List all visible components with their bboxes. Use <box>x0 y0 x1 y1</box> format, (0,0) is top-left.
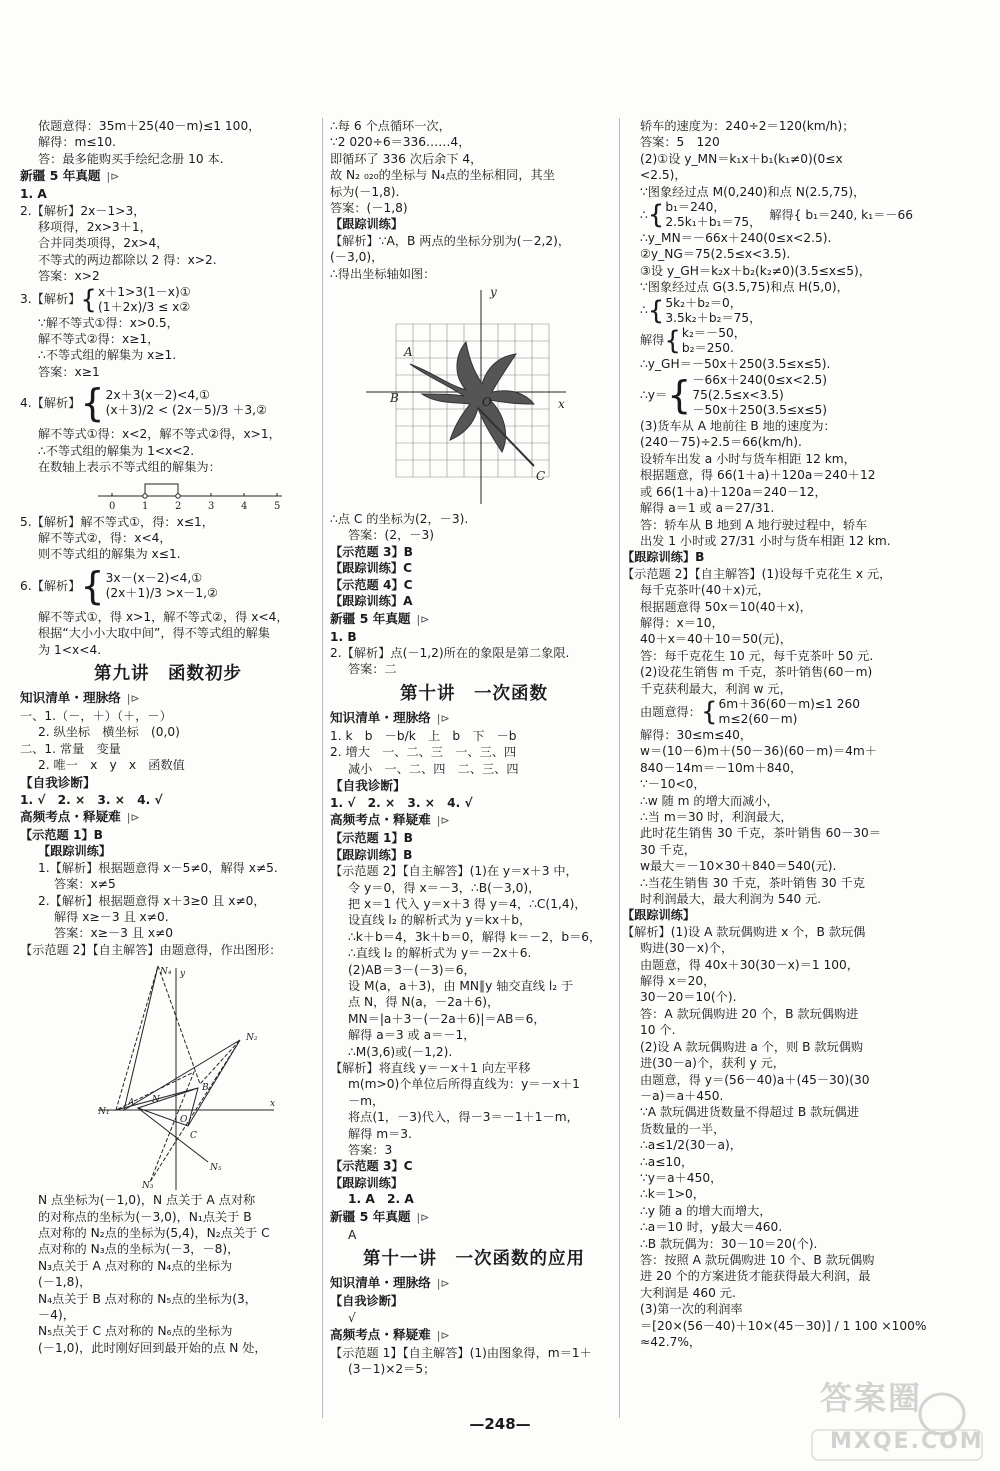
system-lead: 3.【解析】 <box>20 292 81 307</box>
system-row: 5k₂＋b₂＝0， <box>665 295 742 310</box>
text-line: ∴B 款玩偶为：30－10＝20(个). <box>640 1236 818 1251</box>
diagram-point-label: N₄ <box>160 967 172 978</box>
text-line: 1. B <box>330 629 357 644</box>
text-line: 将点(1，－3)代入，得－3＝－1＋1－m， <box>348 1110 579 1125</box>
text-line: N 点坐标为(－1,0)，N 点关于 A 点对称 <box>38 1193 256 1208</box>
text-line: 或 66(1＋a)＋120a＝240－12， <box>640 484 827 499</box>
text-line: ∴不等式组的解集为 1<x<2. <box>38 443 195 458</box>
text-line: w最大＝－10×30＋840＝540(元). <box>640 859 837 874</box>
text-line: 不等式的两边都除以 2 得：x>2. <box>38 252 217 267</box>
text-line: 2.【解析】2x－1>3， <box>20 203 146 218</box>
lecture-title: 第十讲 一次函数 <box>400 683 548 704</box>
subheading-label: 新疆 5 年真题 <box>20 168 101 184</box>
text-line: 每千克茶叶(40＋x)元， <box>640 583 770 598</box>
diagram-point-label: O <box>180 1115 188 1126</box>
system-row: m≤2(60－m) <box>718 711 798 726</box>
text-line: 解得 x＝20， <box>640 974 716 989</box>
section-subheading <box>330 709 618 728</box>
text-line: 10 个. <box>640 1023 676 1038</box>
text-line: ＝[20×(56－40)＋10×(45－30)] / 1 100 ×100% <box>640 1318 927 1333</box>
system-lead: 4.【解析】 <box>20 396 81 411</box>
text-line: 【示范题 4】C <box>330 577 413 592</box>
column-right <box>622 118 992 1418</box>
text-line: 1. k b －b/k 上 b 下 －b <box>330 728 517 743</box>
text-line: 答案：x≥－3 且 x≠0 <box>54 926 174 941</box>
text-line: ∴a≤10， <box>640 1154 694 1169</box>
text-line: 根据“大小小大取中间”，得不等式组的解集 <box>38 626 271 641</box>
text-line: 【示范题 3】B <box>330 544 413 559</box>
text-line: 答：按照 A 款玩偶购进 10 个、B 款玩偶购 <box>640 1252 875 1267</box>
text-line: (3－1)×2＝5； <box>348 1362 436 1377</box>
system-solution: 解得{ b₁＝240, k₁＝－66 <box>769 207 913 222</box>
text-line: 千克获利最大，利润 w 元， <box>640 681 792 696</box>
subheading-arrow-icon: |⊳ <box>416 612 430 626</box>
text-line: 【跟踪训练】 <box>38 844 112 859</box>
text-line: 减小 一、二、四 二、三、四 <box>348 761 519 776</box>
text-line: 【跟踪训练】 <box>622 908 696 923</box>
text-line: ∴得出坐标轴如图： <box>330 266 436 281</box>
text-line: ∵－10<0， <box>640 777 706 792</box>
equation-system <box>622 372 992 418</box>
leaf-stem <box>478 408 534 466</box>
text-line: 30 千克， <box>640 842 696 857</box>
text-line: ∴当 m＝30 时，利润最大， <box>640 810 793 824</box>
text-line: 时利润最大，最大利润为 540 元. <box>640 892 822 907</box>
text-line: (－3,0)， <box>330 250 384 265</box>
text-line: 5.【解析】解不等式①，得：x≤1， <box>20 514 214 529</box>
open-endpoint <box>143 493 147 497</box>
text-line: 30－20＝10(个). <box>640 990 737 1005</box>
text-line: ∵图象经过点 M(0,240)和点 N(2.5,75)， <box>640 184 866 199</box>
text-line: ∴y 随 a 的增大而增大， <box>640 1203 772 1218</box>
diagram-point-label: C <box>190 1131 197 1142</box>
system-row: 6m＋36(60－m)≤1 260 <box>718 696 860 711</box>
text-line: (2)设花生销售 m 千克，茶叶销售(60－m) <box>640 665 873 680</box>
lecture-title: 第十一讲 一次函数的应用 <box>363 1249 585 1270</box>
watermark-bottom: MXQE.COM <box>830 1429 984 1454</box>
diagram-point-label: x <box>270 1099 276 1110</box>
text-line: 1. A 2. A <box>348 1192 414 1207</box>
text-line: 1. A <box>20 187 47 202</box>
text-line: (2)设 A 款玩偶购进 a 个，则 B 款玩偶购 <box>640 1039 864 1054</box>
figure-point-label: O <box>482 395 492 410</box>
text-line: 解得 x≥－3 且 x≠0. <box>54 910 169 924</box>
equation-system <box>20 285 316 315</box>
text-line: 840－14m＝－10m＋840， <box>640 760 803 775</box>
diagram-point-label: N₁ <box>98 1107 110 1118</box>
reflection-diagram <box>98 960 288 1190</box>
system-row: (2x＋1)/3 >x－1,② <box>105 585 218 600</box>
text-line: 【跟踪训练】B <box>330 847 413 862</box>
text-line: 解得 m＝3. <box>348 1126 412 1141</box>
text-line: 2. 增大 一、二、三 一、三、四 <box>330 745 517 760</box>
text-line: 点 N，得 N(a，－2a＋6)， <box>348 995 500 1010</box>
system-row: 2.5k₁＋b₁＝75， <box>665 215 762 230</box>
text-line: 故 N₂ ₀₂₀的坐标与 N₄点的坐标相同，其坐 <box>330 168 555 183</box>
text-line: N₄点关于 B 点对称的 N₅点的坐标为(3， <box>38 1291 257 1306</box>
diagram-point-label: N <box>152 1095 160 1106</box>
equation-system <box>622 697 992 727</box>
left-brace-icon: { <box>80 563 105 608</box>
text-line: －a)＝a＋450. <box>640 1088 724 1103</box>
left-brace-icon: { <box>647 200 665 231</box>
number-line-label: 3 <box>208 500 215 512</box>
text-line: 【示范题 3】C <box>330 1159 413 1174</box>
text-line: (240－75)÷2.5＝66(km/h). <box>640 435 802 450</box>
text-line: 【示范题 2】【自主解答】(1)在 y＝x＋3 中， <box>330 864 578 879</box>
text-line: ∴每 6 个点循环一次， <box>330 119 451 133</box>
equation-system <box>20 563 316 609</box>
subheading-label: 知识清单・理脉络 <box>330 1275 431 1291</box>
text-line: 在数轴上表示不等式组的解集为： <box>38 460 221 475</box>
text-line: 一、1.（－，＋）（＋，－） <box>20 708 172 723</box>
text-line: 【解析】∵A，B 两点的坐标分别为(－2,2)， <box>330 233 571 248</box>
text-line: 答：轿车从 B 地到 A 地行驶过程中，轿车 <box>640 517 868 532</box>
text-line: (3)货车从 A 地前往 B 地的速度为： <box>640 419 836 434</box>
system-lead: 解得 <box>640 333 665 348</box>
text-line: 【跟踪训练】A <box>330 594 413 609</box>
text-line: ∴不等式组的解集为 x≥1. <box>38 348 177 363</box>
text-line: 货数量的一半， <box>640 1121 726 1136</box>
lecture-title: 第九讲 函数初步 <box>94 663 242 684</box>
text-line: 由题意，得 40x＋30(30－x)＝1 100， <box>640 957 859 972</box>
text-line: 解不等式①，得 x>1，解不等式②，得 x<4， <box>38 609 289 624</box>
text-line: m(m>0)个单位后所得直线为：y＝－x＋1 <box>348 1077 580 1092</box>
diagram-point-label: B <box>202 1083 209 1094</box>
watermark-top: 答案圈 <box>820 1379 923 1417</box>
path-segment <box>188 1040 240 1126</box>
text-line: ∴w 随 m 的增大而减小， <box>640 793 779 808</box>
text-line: 2.【解析】根据题意得 x＋3≥0 且 x≠0， <box>38 893 266 908</box>
system-row: b₂＝250. <box>681 340 734 355</box>
text-line: ∴k＋b＝4，3k＋b＝0，解得 k＝－2，b＝6， <box>348 929 602 944</box>
text-line: 1. √ 2. × 3. × 4. √ <box>330 795 473 810</box>
system-lead: ∴ <box>640 303 648 318</box>
text-line: －4)， <box>38 1308 75 1323</box>
text-line: 【示范题 2】【自主解答】由题意得，作出图形： <box>20 942 282 957</box>
number-line-label: 2 <box>175 500 182 512</box>
text-line: 为 1<x<4. <box>38 642 102 657</box>
column-divider <box>619 118 620 1418</box>
text-line: 答案：二 <box>348 662 397 677</box>
text-line: 出发 1 小时或 27/31 小时与货车相距 12 km. <box>640 533 891 548</box>
subheading-arrow-icon: |⊳ <box>416 1210 430 1224</box>
text-line: 进(30－a)个，获利 y 元， <box>640 1056 785 1071</box>
text-line: ∵图象经过点 G(3.5,75)和点 H(5,0)， <box>640 280 849 295</box>
leaf-coordinate-figure <box>366 284 576 509</box>
text-line: 【示范题 1】【自主解答】(1)由图象得，m＝1＋ <box>330 1345 592 1360</box>
text-line: 则不等式组的解集为 x≤1. <box>38 547 181 562</box>
text-line: (2)AB＝3－(－3)＝6， <box>348 962 476 977</box>
subheading-label: 高频考点・释疑难 <box>330 812 431 828</box>
system-row: －66x＋240(0≤x<2.5) <box>692 372 827 387</box>
text-line: 依题意得：35m＋25(40－m)≤1 100， <box>38 119 261 133</box>
text-line: ∵y＝a＋450， <box>640 1170 723 1185</box>
left-brace-icon: { <box>647 295 665 326</box>
text-line: 答：每千克花生 10 元，每千克茶叶 50 元. <box>640 648 874 663</box>
text-line: ∴k＝1>0， <box>640 1187 705 1202</box>
subheading-label: 【自我诊断】 <box>20 774 96 790</box>
text-line: 移项得，2x>3＋1， <box>38 220 152 235</box>
subheading-arrow-icon: |⊳ <box>126 810 140 824</box>
system-row: (1＋2x)/3 ≤ x② <box>97 299 191 314</box>
system-row: －50x＋250(3.5≤x≤5) <box>692 402 827 417</box>
text-line: 答案：x>2 <box>38 269 100 284</box>
equation-system <box>622 200 992 230</box>
figure-point-label: A <box>404 345 413 360</box>
text-line: ∴M(3,6)或(－1,2). <box>348 1044 453 1059</box>
system-row: b₁＝240， <box>665 200 726 215</box>
text-line: 答案：(－1,8) <box>330 201 408 216</box>
section-subheading <box>330 1208 618 1227</box>
figure-point-label: x <box>558 397 565 412</box>
subheading-arrow-icon: |⊳ <box>436 711 450 725</box>
text-line: ②y_NG＝75(2.5≤x<3.5). <box>640 247 791 262</box>
text-line: 答案：x≥1 <box>38 364 100 379</box>
text-line: 令 y＝0，得 x＝－3，∴B(－3,0)， <box>348 880 541 895</box>
left-brace-icon: { <box>80 284 97 315</box>
subheading-label: 新疆 5 年真题 <box>330 610 411 626</box>
subheading-arrow-icon: |⊳ <box>126 691 140 705</box>
subheading-arrow-icon: |⊳ <box>436 1328 450 1342</box>
text-line: 【示范题 1】B <box>20 827 103 842</box>
text-line: (3)第一次的利润率 <box>640 1302 743 1317</box>
watermark-logo <box>792 1379 992 1468</box>
text-line: 【解析】(1)设 A 款玩偶购进 x 个，B 款玩偶 <box>622 924 866 939</box>
solution-region <box>145 484 178 496</box>
triangle-abc <box>138 1088 198 1126</box>
path-dashed <box>116 966 240 1182</box>
column-left <box>20 118 316 1418</box>
subheading-arrow-icon: |⊳ <box>436 1277 450 1291</box>
number-line-label: 0 <box>109 500 116 512</box>
text-line: ∵2 020÷6＝336……4， <box>330 135 471 150</box>
text-line: 40＋x＝40＋10＝50(元)， <box>640 632 792 647</box>
equation-system <box>622 326 992 356</box>
text-line: ∴a≤1/2(30－a)， <box>640 1138 742 1153</box>
text-line: 轿车的速度为：240÷2＝120(km/h)； <box>640 119 855 133</box>
column-divider <box>322 118 323 1418</box>
system-row: (x＋3)/2 < (2x－5)/3 ＋3,② <box>105 403 267 418</box>
text-line: A <box>348 1227 357 1242</box>
text-line: 设直线 l₂ 的解析式为 y＝kx＋b， <box>348 913 532 928</box>
text-line: 【解析】将直线 y＝－x＋1 向左平移 <box>330 1061 531 1076</box>
text-line: 2.【解析】点(－1,2)所在的象限是第二象限. <box>330 645 570 660</box>
subheading-label: 新疆 5 年真题 <box>330 1208 411 1224</box>
text-line: √ <box>348 1310 356 1325</box>
text-line: ≈42.7%， <box>640 1335 702 1349</box>
system-lead: 6.【解析】 <box>20 578 81 593</box>
system-row: k₂＝－50， <box>681 325 746 340</box>
text-line: MN＝|a＋3－(－2a＋6)|＝AB＝6， <box>348 1011 546 1026</box>
text-line: ∴点 C 的坐标为(2，－3). <box>330 512 469 527</box>
path-segment <box>124 966 240 1110</box>
subheading-arrow-icon: |⊳ <box>436 814 450 828</box>
text-line: 【跟踪训练】 <box>330 217 404 232</box>
system-lead: ∴ <box>640 207 648 222</box>
section-subheading <box>20 167 316 186</box>
text-line: 设轿车出发 a 小时与货车相距 12 km， <box>640 451 856 466</box>
text-line: 把 x＝1 代入 y＝x＋3 得 y＝4，∴C(1,4)， <box>348 896 587 911</box>
text-line: 根据题意得 50x＝10(40＋x)， <box>640 599 812 614</box>
figure-point-label: C <box>536 469 546 484</box>
text-line: 【自我诊断】 <box>330 1294 404 1309</box>
text-line: 1. √ 2. × 3. × 4. √ <box>20 792 163 807</box>
text-line: ∴y_GH＝－50x＋250(3.5≤x≤5). <box>640 356 831 371</box>
text-line: N₃点关于 A 点对称的 N₄点的坐标为 <box>38 1258 233 1273</box>
diagram-point-label: A <box>128 1098 135 1109</box>
number-line-label: 5 <box>274 500 281 512</box>
text-line: (－1,8)， <box>38 1275 92 1290</box>
text-line: 进 20 个的方案进货才能获得最大利润，最 <box>640 1269 871 1284</box>
text-line: 点对称的 N₂点的坐标为(5,4)，N₂点关于 C <box>38 1226 270 1241</box>
diagram-point-label: N₂ <box>246 1033 258 1044</box>
section-subheading <box>20 808 316 827</box>
text-line: 此时花生销售 30 千克，茶叶销售 60－30＝ <box>640 826 881 841</box>
text-line: 【示范题 2】【自主解答】(1)设每千克花生 x 元， <box>622 566 892 581</box>
text-line: 2. 纵坐标 横坐标 (0,0) <box>38 725 180 740</box>
maple-leaf <box>410 342 534 452</box>
section-subheading <box>330 777 618 795</box>
text-line: 答：A 款玩偶购进 20 个，B 款玩偶购进 <box>640 1006 859 1021</box>
text-line: 解不等式①得：x<2，解不等式②得，x>1， <box>38 427 281 442</box>
number-line-label: 1 <box>142 500 149 512</box>
subheading-label: 知识清单・理脉络 <box>20 689 121 705</box>
text-line: 答案：5 120 <box>640 135 720 150</box>
text-line: ∴直线 l₂ 的解析式为 y＝－2x＋6. <box>348 946 532 961</box>
left-brace-icon: { <box>664 325 681 356</box>
system-lead: 由题意得： <box>640 704 701 719</box>
text-line: 2. 唯一 x y x 函数值 <box>38 758 185 773</box>
text-line: ∵解不等式①得：x>0.5， <box>38 315 179 330</box>
system-row: 2x＋3(x－2)<4,① <box>105 388 210 403</box>
text-line: －m， <box>348 1093 385 1108</box>
subheading-label: 【自我诊断】 <box>330 777 406 793</box>
text-line: 二、1. 常量 变量 <box>20 741 121 756</box>
text-line: 【示范题 1】B <box>330 831 413 846</box>
text-line: 1.【解析】根据题意得 x－5≠0，解得 x≠5. <box>38 860 278 875</box>
text-line: 点对称的 N₃点的坐标为(－3，－8)， <box>38 1242 240 1257</box>
text-line: (－1,0)，此时刚好回到最开始的点 N 处， <box>38 1340 267 1355</box>
page-number: —248— <box>469 1415 531 1433</box>
text-line: 的对称点的坐标为(－3,0)，N₁点关于 B <box>38 1209 252 1224</box>
number-line-figure <box>90 478 290 512</box>
section-subheading <box>20 689 316 708</box>
subheading-arrow-icon: |⊳ <box>106 170 120 184</box>
left-brace-icon: { <box>667 373 692 418</box>
path-segment <box>138 1108 208 1162</box>
text-line: 【跟踪训练】C <box>330 561 413 576</box>
system-row: 75(2.5≤x<3.5) <box>692 387 784 402</box>
figure-point-label: y <box>490 285 497 300</box>
text-line: <2.5)， <box>640 168 687 183</box>
text-line: 【跟踪训练】B <box>622 550 705 565</box>
text-line: 根据题意，得 66(1＋a)＋120a＝240＋12 <box>640 468 876 483</box>
left-brace-icon: { <box>700 696 718 727</box>
section-subheading <box>20 774 316 792</box>
section-subheading <box>330 811 618 830</box>
text-line: 解得：m≤10. <box>38 135 117 150</box>
text-line: 大利润是 460 元. <box>640 1285 736 1300</box>
text-line: 即循环了 336 次后余下 4， <box>330 151 483 166</box>
text-line: ∴a＝10 时，y最大＝460. <box>640 1220 783 1235</box>
text-line: (2)①设 y_MN＝k₁x＋b₁(k₁≠0)(0≤x <box>640 151 843 166</box>
text-line: 答案：x≠5 <box>54 877 116 892</box>
text-line: 设 M(a，a＋3)，由 MN∥y 轴交直线 l₂ 于 <box>348 979 574 993</box>
text-line: 答案：(2，－3) <box>348 528 434 543</box>
text-line: ∵A 款玩偶进货数量不得超过 B 款玩偶进 <box>640 1105 859 1120</box>
section-subheading <box>330 1326 618 1345</box>
text-line: 【跟踪训练】 <box>330 1175 404 1190</box>
text-line: ∴当花生销售 30 千克，茶叶销售 30 千克 <box>640 875 865 890</box>
open-endpoint <box>176 493 180 497</box>
section-subheading <box>330 1274 618 1293</box>
system-lead: ∴y＝ <box>640 387 668 402</box>
diagram-point-label: N₅ <box>210 1163 222 1174</box>
text-line: 答案：3 <box>348 1143 393 1158</box>
text-line: w＝(10－6)m＋(50－36)(60－m)＝4m＋ <box>640 744 877 759</box>
text-line: 解得：x＝10， <box>640 615 724 630</box>
text-line: 合并同类项得，2x>4， <box>38 236 169 251</box>
text-line: 标为(－1,8). <box>330 184 400 199</box>
diagram-point-label: y <box>180 969 186 980</box>
text-line: 解得 a＝1 或 a＝27/31. <box>640 501 775 516</box>
text-line: 解不等式②，得：x<4， <box>38 530 172 545</box>
system-row: 3x－(x－2)<4,① <box>105 570 203 585</box>
number-line-label: 4 <box>241 500 248 512</box>
equation-system <box>20 380 316 426</box>
text-line: 由题意，得 y＝(56－40)a＋(45－30)(30 <box>640 1072 870 1087</box>
section-subheading <box>330 610 618 629</box>
diagram-point-label: N₃ <box>142 1181 154 1191</box>
system-row: x＋1>3(1－x)① <box>97 284 191 299</box>
subheading-label: 高频考点・释疑难 <box>330 1326 431 1342</box>
text-line: 购进(30－x)个， <box>640 941 734 956</box>
subheading-label: 知识清单・理脉络 <box>330 709 431 725</box>
text-line: 解得：30≤m≤40， <box>640 727 753 742</box>
subheading-label: 高频考点・释疑难 <box>20 808 121 824</box>
column-middle <box>330 118 618 1418</box>
text-line: N₅点关于 C 点对称的 N₆点的坐标为 <box>38 1324 233 1339</box>
left-brace-icon: { <box>80 381 105 426</box>
text-line: ③设 y_GH＝k₂x＋b₂(k₂≠0)(3.5≤x≤5)， <box>640 263 871 278</box>
text-line: ∴y_MN＝－66x＋240(0≤x<2.5). <box>640 231 832 246</box>
text-line: 答：最多能购买手绘纪念册 10 本. <box>38 151 224 166</box>
text-line: 解不等式②得：x≥1， <box>38 332 160 347</box>
text-line: 解得 a＝3 或 a＝－1， <box>348 1028 476 1043</box>
system-row: 3.5k₂＋b₂＝75， <box>665 310 762 325</box>
equation-system <box>622 296 992 326</box>
figure-point-label: B <box>390 391 399 406</box>
